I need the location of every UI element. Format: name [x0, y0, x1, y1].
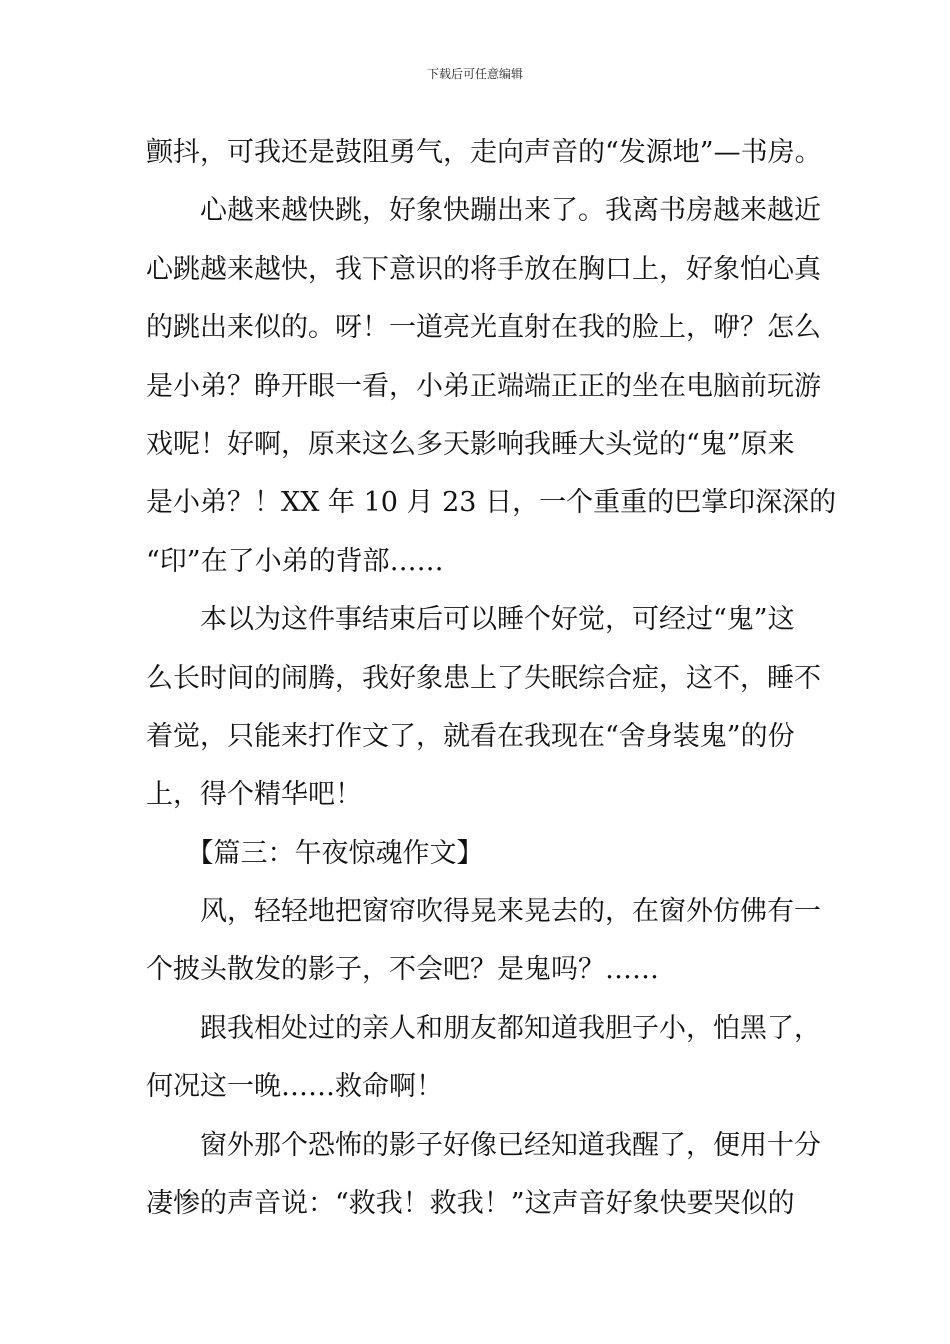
- text-line: 窗外那个恐怖的影子好像已经知道我醒了，便用十分: [146, 1129, 821, 1161]
- document-body: [146, 124, 837, 1233]
- text-line: 上，得个精华吧！: [146, 779, 362, 811]
- text-line: 戏呢！好啊，原来这么多天影响我睡大头觉的“鬼”原来: [146, 428, 795, 460]
- text-line: 心跳越来越快，我下意识的将手放在胸口上，好象怕心真: [146, 253, 821, 285]
- text-line: 个披头散发的影子，不会吧？是鬼吗？……: [146, 954, 659, 986]
- text-line: 的跳出来似的。呀！一道亮光直射在我的脸上，咿？怎么: [146, 312, 821, 344]
- text-line: “印”在了小弟的背部……: [146, 545, 444, 577]
- text-line: 是小弟？！XX 年 10 月 23 日，一个重重的巴掌印深深的: [146, 487, 837, 519]
- text-line: 颤抖，可我还是鼓阻勇气，走向声音的“发源地”—书房。: [146, 137, 822, 168]
- page-header: 下载后可任意编辑: [426, 67, 523, 81]
- text-line: 心越来越快跳，好象快蹦出来了。我离书房越来越近: [146, 195, 821, 227]
- section-heading: 【篇三：午夜惊魂作文】: [146, 837, 484, 869]
- text-line: 着觉，只能来打作文了，就看在我现在“舍身装鬼”的份: [146, 720, 795, 752]
- text-line: 何况这一晚……救命啊！: [146, 1071, 443, 1103]
- text-line: 是小弟？睁开眼一看，小弟正端端正正的坐在电脑前玩游: [146, 370, 821, 402]
- text-line: 凄惨的声音说：“救我！救我！”这声音好象快要哭似的: [146, 1188, 795, 1220]
- text-line: 风，轻轻地把窗帘吹得晃来晃去的，在窗外仿佛有一: [146, 896, 821, 928]
- text-line: 跟我相处过的亲人和朋友都知道我胆子小，怕黑了，: [146, 1012, 821, 1044]
- text-line: 么长时间的闹腾，我好象患上了失眠综合症，这不，睡不: [146, 662, 821, 694]
- text-line: 本以为这件事结束后可以睡个好觉，可经过“鬼”这: [146, 604, 795, 636]
